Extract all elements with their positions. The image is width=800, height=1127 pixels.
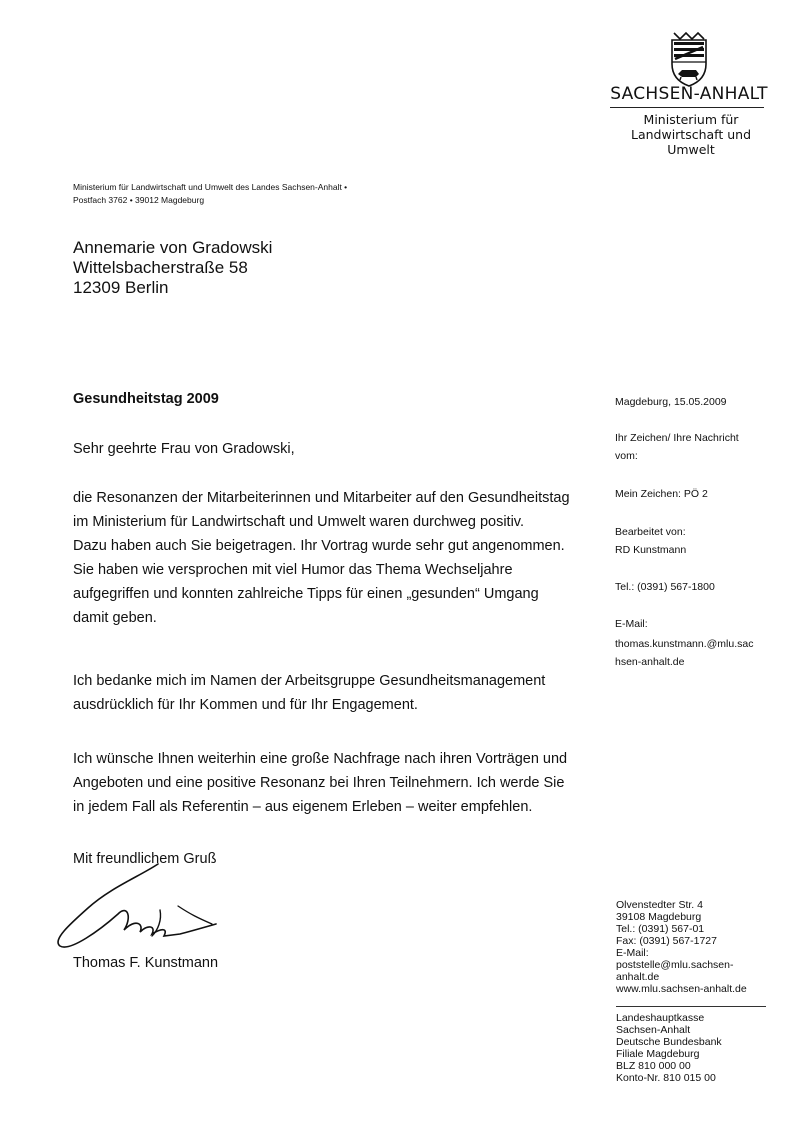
footer-bank-line: Landeshauptkasse — [616, 1012, 705, 1024]
my-reference: Mein Zeichen: PÖ 2 — [615, 488, 708, 500]
footer-bank-line: Sachsen-Anhalt — [616, 1024, 691, 1036]
footer-address — [616, 899, 747, 995]
footer-bank — [616, 1012, 722, 1084]
signatory-name: Thomas F. Kunstmann — [73, 955, 219, 971]
coat-of-arms-icon — [666, 30, 712, 88]
sender-line — [73, 181, 347, 207]
footer-bank-line: Konto-Nr. 810 015 00 — [616, 1072, 716, 1084]
body-line: die Resonanzen der Mitarbeiterinnen und Mitarbeiter auf den Gesundheitstag — [73, 490, 570, 506]
body-line: Sie haben wie versprochen mit viel Humor das Thema Wechseljahre — [73, 562, 513, 578]
footer-address-line: anhalt.de — [616, 971, 660, 983]
footer-address-line: E-Mail: — [616, 947, 649, 959]
your-reference-date: vom: — [615, 450, 638, 462]
sender-line-2: Postfach 3762 • 39012 Magdeburg — [73, 195, 205, 205]
body-paragraph-1 — [73, 486, 588, 630]
footer-bank-line: Deutsche Bundesbank — [616, 1036, 722, 1048]
footer-address-line: www.mlu.sachsen-anhalt.de — [616, 983, 747, 995]
footer-address-line: Fax: (0391) 567-1727 — [616, 935, 717, 947]
ministry-line-1: Ministerium für — [643, 112, 739, 127]
body-line: damit geben. — [73, 610, 157, 626]
recipient-street: Wittelsbacherstraße 58 — [73, 258, 248, 277]
footer-address-line: 39108 Magdeburg — [616, 911, 702, 923]
letter-closing: Mit freundlichem Gruß — [73, 851, 217, 867]
footer-bank-line: Filiale Magdeburg — [616, 1048, 700, 1060]
body-line: Ich bedanke mich im Namen der Arbeitsgruppe Gesundheitsmanagement — [73, 673, 546, 689]
recipient-address — [73, 238, 272, 298]
handled-by-name: RD Kunstmann — [615, 544, 687, 556]
letter-date: Magdeburg, 15.05.2009 — [615, 396, 727, 408]
footer-address-line: poststelle@mlu.sachsen- — [616, 959, 734, 971]
letter-salutation: Sehr geehrte Frau von Gradowski, — [73, 441, 295, 457]
footer-divider — [616, 1006, 766, 1007]
contact-email-line-2: hsen-anhalt.de — [615, 656, 685, 668]
contact-email-line-1: thomas.kunstmann.@mlu.sac — [615, 638, 754, 650]
state-name: SACHSEN-ANHALT — [610, 84, 768, 104]
sender-line-1: Ministerium für Landwirtschaft und Umwelt des Landes Sachsen-Anhalt • — [73, 182, 348, 192]
recipient-name: Annemarie von Gradowski — [73, 238, 273, 257]
body-line: ausdrücklich für Ihr Kommen und für Ihr Engagement. — [73, 697, 418, 713]
body-paragraph-2 — [73, 669, 588, 717]
footer-address-line: Olvenstedter Str. 4 — [616, 899, 703, 911]
ministry-line-2: Landwirtschaft und Umwelt — [630, 127, 752, 157]
handled-by-label: Bearbeitet von: — [615, 526, 686, 538]
letter-subject: Gesundheitstag 2009 — [73, 391, 219, 407]
body-paragraph-3 — [73, 747, 588, 819]
your-reference-label: Ihr Zeichen/ Ihre Nachricht — [615, 432, 739, 444]
body-line: aufgegriffen und konnten zahlreiche Tipps für einen „gesunden“ Umgang — [73, 586, 539, 602]
contact-email-label: E-Mail: — [615, 618, 648, 630]
body-line: in jedem Fall als Referentin – aus eigenem Erleben – weiter empfehlen. — [73, 799, 533, 815]
body-line: Angeboten und eine positive Resonanz bei Ihren Teilnehmern. Ich werde Sie — [73, 775, 565, 791]
footer-address-line: Tel.: (0391) 567-01 — [616, 923, 705, 935]
body-line: Ich wünsche Ihnen weiterhin eine große Nachfrage nach ihren Vorträgen und — [73, 751, 568, 767]
ministry-name — [616, 112, 766, 157]
recipient-city: 12309 Berlin — [73, 278, 169, 297]
handwritten-signature — [40, 858, 230, 958]
body-line: im Ministerium für Landwirtschaft und Umwelt waren durchweg positiv. — [73, 514, 525, 530]
logo-divider — [610, 107, 764, 108]
contact-phone: Tel.: (0391) 567-1800 — [615, 581, 715, 593]
body-line: Dazu haben auch Sie beigetragen. Ihr Vortrag wurde sehr gut angenommen. — [73, 538, 565, 554]
footer-bank-line: BLZ 810 000 00 — [616, 1060, 691, 1072]
